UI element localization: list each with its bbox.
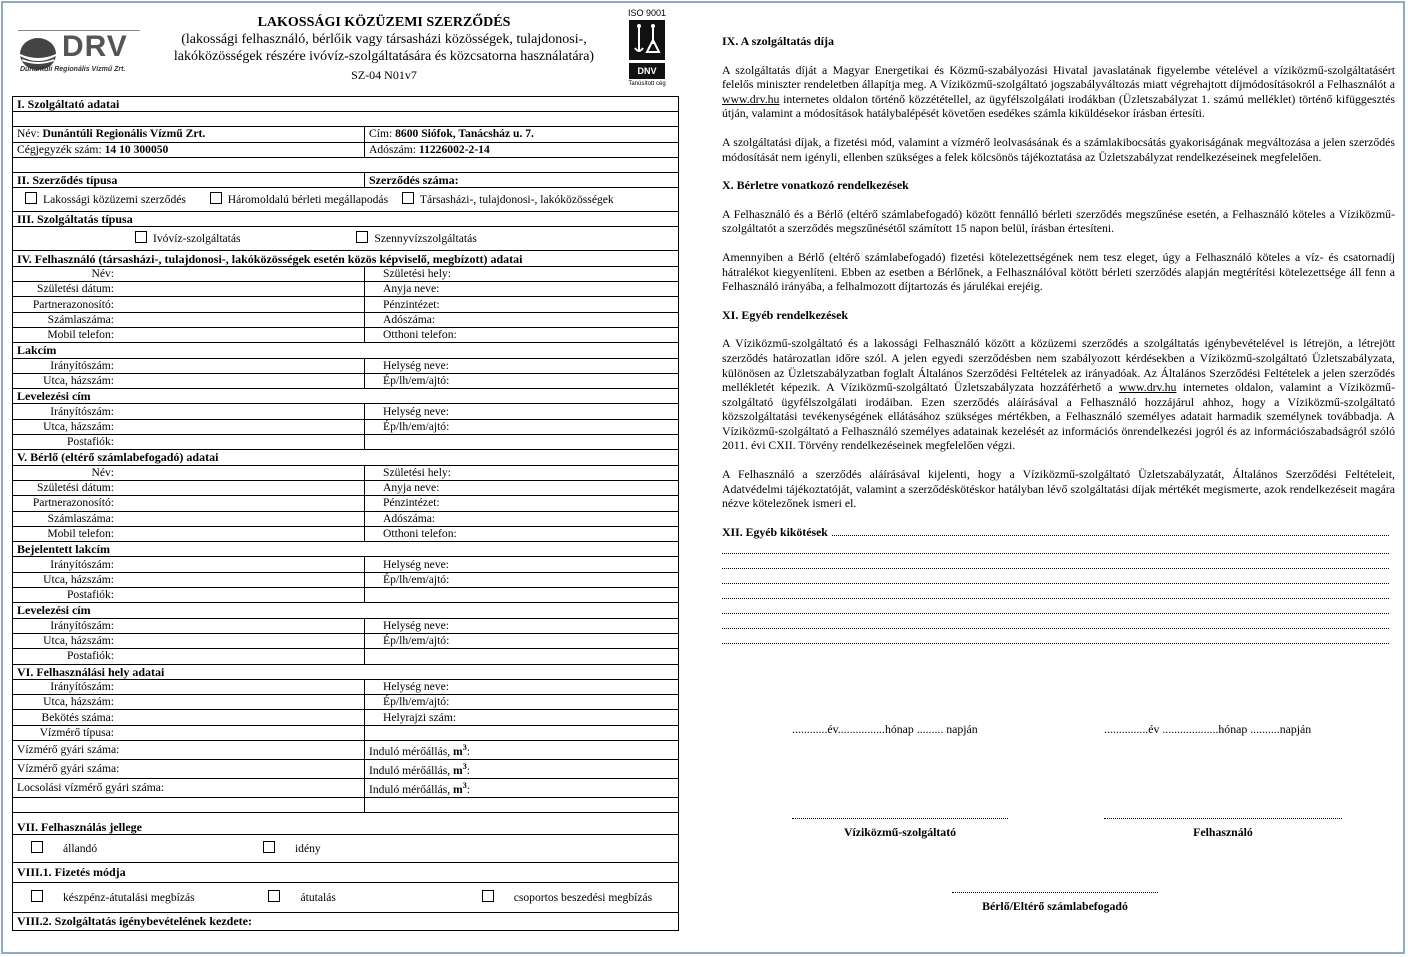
field-label[interactable] (365, 435, 679, 450)
drv-website-link[interactable]: www.drv.hu (722, 91, 780, 106)
drv-logo: DRV Dunántúli Regionális Vízmű Zrt. (18, 26, 143, 78)
field-label[interactable] (365, 725, 679, 740)
field-label[interactable]: Helység neve: (365, 618, 679, 633)
section-12-title: XII. Egyéb kikötések (722, 524, 828, 539)
field-label[interactable]: Otthoni telefon: (365, 327, 679, 342)
provider-registration: Cégjegyzék szám: 14 10 300050 (13, 142, 365, 157)
field-label[interactable]: Utca, házszám: (13, 572, 365, 587)
meter-reading-label[interactable]: Induló mérőállás, $m^3$: (365, 759, 679, 778)
form-code: SZ-04 N01v7 (351, 68, 417, 82)
field-label[interactable]: Irányítószám: (13, 404, 365, 419)
field-label[interactable]: Születési dátum: (13, 282, 365, 297)
section-5-title: V. Bérlő (eltérő számlabefogadó) adatai (13, 450, 679, 465)
usage-permanent-checkbox[interactable] (31, 841, 43, 853)
field-label[interactable] (365, 588, 679, 603)
contract-form-table: I. Szolgáltató adatai Név: Dunántúli Regionális Vízmű Zrt. Cím: 8600 Siófok, Tanácsház u. 7. Cégjegyzék szám: 14 10 300050 Adószám: 11226002-2-14 II. Szerződés típusa Szerződés száma: Lakossági közüzemi szerződés Háromoldalú bérleti megállapodás Társasházi-, tulajdonosi-, lakóközösségek III. Szolgáltatás típusa Ivóvíz-szolgáltatás Szennyvízszolgáltatás IV. Felhasználó (társasházi-, tulajdonosi-, lakóközösségek esetén közös képviselő, megbízott) adatai Név: Születési hely: Születési dátum: Anyja neve: Partnerazonosító: Pénzintézet: Számlaszáma: Adószáma: Mobil telefon: Otthoni telefon: Lakcím Irányítószám: Helység neve: Utca, házszám: Ép/lh/em/ajtó: Levelezési cím Irányítószám: Helység neve: Utca, házszám: Ép/lh/em/ajtó: Postafiók: V. Bérlő (eltérő számlabefogadó) adatai Név: Születési hely: Születési dátum: Anyja neve: Partnerazonosító: Pénzintézet: Számlaszáma: Adószáma: Mobil telefon: Otthoni telefon: Bejelentett lakcím Irányítószám: Helység neve: Utca, házszám: Ép/lh/em/ajtó: Postafiók: Levelezési cím Irányítószám: Helység neve: Utca, házszám: Ép/lh/em/ajtó: Postafiók: VI. Felhasználási hely adatai Irányítószám: Helység neve: Utca, házszám: Ép/lh/em/ajtó: Bekötés száma: Helyrajzi szám: Vízmérő típusa: Vízmérő gyári száma: Induló mérőállás, $m^3$: Vízmérő gyári száma: Induló mérőállás, $m^3$: Locsolási vízmérő gyári száma: Induló mérőállás, $m^3$: VII. Felhasználás jellege állandó idény VIII.1. Fizetés módja készpénz-átutalási megbízás átutalás csoportos beszedési megbízás VIII.2. Szolgáltatás igénybevételének kezdete: (12, 96, 679, 931)
provider-name: Név: Dunántúli Regionális Vízmű Zrt. (13, 127, 365, 142)
section-3-title: III. Szolgáltatás típusa (13, 212, 679, 227)
field-label[interactable]: Mobil telefon: (13, 526, 365, 541)
field-label[interactable]: Adószáma: (365, 511, 679, 526)
payment-transfer-checkbox[interactable] (268, 890, 280, 902)
other-terms-line[interactable] (722, 569, 1389, 584)
field-label[interactable]: Mobil telefon: (13, 327, 365, 342)
section-10-paragraph-1: A Felhasználó és a Bérlő (eltérő számlabefogadó) között fennálló bérleti szerződés megszűnése esetén, a Felhasználó köteles a Víziközmű-szolgáltatót a szerződés megszűnésétől számított 15 napon belül, írásban értesíteni. (722, 206, 1395, 236)
section-8-2-title: VIII.2. Szolgáltatás igénybevételének kezdete: (13, 912, 679, 930)
signature-user[interactable]: Felhasználó (1104, 818, 1342, 840)
contract-type-residential-checkbox[interactable] (25, 192, 37, 204)
field-label[interactable]: Ép/lh/em/ajtó: (365, 572, 679, 587)
section-11-paragraph-1: A Víziközmű-szolgáltató és a lakossági Felhasználó között a közüzemi szerződés a szolgáltatás igénybevételével is létrejön, a létrejött szerződés határozatlan időre szól. A jelen egyedi szerződésben nem szabályozott kérdésekben a Víziközmű-szolgáltató Üzletszabályzata, különösen az Üzletszabályzatban foglalt Általános Szerződési Feltételek az irányadóak. Az Általános Szerződési Feltételek a jelen szerződés mellékletét képezik. A Víziközmű-szolgáltató Üzletszabályzata hozzáférhető a www.drv.hu internetes oldalon, valamint a Víziközmű-szolgáltató ügyfélszolgálati irodáiban. Ezen szerződés aláírásával a Felhasználó hozzájárul ahhoz, hogy a Víziközmű-szolgáltató közszolgáltatási tevékenységének ellátásához szükséges mértékben, a Felhasználó személyes adatait harmadik személynek továbbadja. A Víziközmű-szolgáltató a Felhasználó személyes adatainak kezelését az információs önrendelkezési jogról és az információszabadságról szóló 2011. évi CXII. Törvény rendelkezéseinek megfelelően végzi. (722, 336, 1395, 453)
field-label[interactable]: Vízmérő típusa: (13, 725, 365, 740)
other-terms-line[interactable] (722, 629, 1389, 644)
field-label[interactable]: Anyja neve: (365, 480, 679, 495)
field-label[interactable]: Postafiók: (13, 435, 365, 450)
other-terms-line[interactable] (722, 539, 1389, 554)
section-7-title: VII. Felhasználás jellege (13, 812, 679, 834)
field-label[interactable]: Ép/lh/em/ajtó: (365, 373, 679, 388)
meter-reading-label[interactable]: Induló mérőállás, $m^3$: (365, 740, 679, 759)
section-11-title: XI. Egyéb rendelkezések (722, 307, 849, 322)
signature-tenant[interactable]: Bérlő/Eltérő számlabefogadó (952, 892, 1158, 914)
signature-provider[interactable]: Víziközmű-szolgáltató (792, 818, 1008, 840)
field-label[interactable]: Név: (13, 266, 365, 281)
field-label[interactable]: Helység neve: (365, 557, 679, 572)
contract-type-tripartite-checkbox[interactable] (210, 192, 222, 204)
section-4-title: IV. Felhasználó (társasházi-, tulajdonosi-, lakóközösségek esetén közös képviselő, megbízott) adatai (13, 251, 679, 266)
field-label[interactable]: Pénzintézet: (365, 496, 679, 511)
field-label[interactable]: Ép/lh/em/ajtó: (365, 633, 679, 648)
meter-serial-label[interactable]: Locsolási vízmérő gyári száma: (13, 778, 365, 797)
field-label[interactable]: Irányítószám: (13, 679, 365, 694)
section-11-paragraph-2: A Felhasználó a szerződés aláírásával kijelenti, hogy a Víziközmű-szolgáltató Üzletszabályzatát, Általános Szerződési Feltételeit, Adatvédelmi tájékoztatóját, valamint a szerződéskötéskor hatályban lévő szolgáltatási díjak mértékét megismerte, azok rendelkezéseit magára nézve kötelezőnek ismeri el. (722, 467, 1395, 511)
subsection-title: Bejelentett lakcím (13, 542, 679, 557)
field-label[interactable]: Utca, házszám: (13, 633, 365, 648)
field-label[interactable]: Születési hely: (365, 266, 679, 281)
service-sewage-checkbox[interactable] (356, 231, 368, 243)
other-terms-line[interactable] (722, 599, 1389, 614)
field-label[interactable]: Születési hely: (365, 465, 679, 480)
field-label[interactable]: Név: (13, 465, 365, 480)
other-terms-line[interactable] (722, 614, 1389, 629)
section-9-paragraph-2: A szolgáltatási díjak, a fizetési mód, valamint a vízmérő leolvasásának és a számlakibocsátás gyakoriságának megváltozása a jelen szerződés módosítását nem igényli, ellenben szükséges a felek kölcsönös tájékoztatása az Üzletszabályzat rendelkezéseinek megfelelően. (722, 134, 1395, 164)
field-label[interactable]: Partnerazonosító: (13, 496, 365, 511)
date-line-user[interactable]: ...............év ...................hónap ..........napján (1104, 722, 1312, 736)
payment-postal-checkbox[interactable] (31, 890, 43, 902)
meter-serial-label[interactable]: Vízmérő gyári száma: (13, 759, 365, 778)
payment-direct-debit-checkbox[interactable] (482, 890, 494, 902)
field-label[interactable]: Anyja neve: (365, 282, 679, 297)
form-title: LAKOSSÁGI KÖZÜZEMI SZERZŐDÉS (257, 15, 511, 30)
field-label[interactable]: Utca, házszám: (13, 695, 365, 710)
field-label[interactable] (365, 649, 679, 664)
subsection-title: Levelezési cím (13, 389, 679, 404)
other-terms-line[interactable] (722, 554, 1389, 569)
field-label[interactable]: Utca, házszám: (13, 419, 365, 434)
field-label[interactable]: Helység neve: (365, 404, 679, 419)
date-line-provider[interactable]: ............év................hónap ......... napján (792, 722, 978, 736)
other-terms-line[interactable] (832, 535, 1389, 536)
field-label[interactable]: Pénzintézet: (365, 297, 679, 312)
contract-terms-column (722, 34, 1395, 644)
section-9-paragraph-1: A szolgáltatás díját a Magyar Energetikai és Közmű-szabályozási Hivatal javaslatának figyelembe vételével a víziközmű-szolgáltatásért felelős miniszter rendeletben állapítja meg. A Víziközmű-szolgáltató jogszabályváltozás miatt végrehajtott díjmódosításokról a Felhasználót a www.drv.hu internetes oldalon történő közzététellel, az ügyfélszolgálati irodákban (Üzletszabályzat 1. számú melléklet) történő kifüggesztés útján, valamint a módosítások hatálybalépését követően esedékes számla kiküldésekor írásban értesíti. (722, 62, 1395, 121)
section-10-paragraph-2: Amennyiben a Bérlő (eltérő számlabefogadó) fizetési kötelezettségének nem tesz eleget, úgy a Felhasználó köteles a víz- és csatornadíj hátralékot kiegyenlíteni. Ebben az esetben a Bérlőnek, a Felhasználóval kötött bérleti szerződés alapján megtérítési kötelezettsége áll fenn a Felhasználó irányába, a felhalmozott díjtartozás és járulékai erejéig. (722, 249, 1395, 294)
contract-type-community-checkbox[interactable] (402, 192, 414, 204)
section-2-title: II. Szerződés típusa (13, 172, 365, 187)
section-9-title: IX. A szolgáltatás díja (722, 34, 835, 48)
provider-address: Cím: 8600 Siófok, Tanácsház u. 7. (365, 127, 679, 142)
field-label[interactable]: Bekötés száma: (13, 710, 365, 725)
meter-serial-label[interactable]: Vízmérő gyári száma: (13, 740, 365, 759)
form-header (12, 8, 680, 96)
section-12-header (722, 525, 1395, 540)
section-1-title: I. Szolgáltató adatai (13, 97, 679, 112)
section-6-title: VI. Felhasználási hely adatai (13, 664, 679, 679)
field-label[interactable]: Helység neve: (365, 679, 679, 694)
field-label[interactable]: Postafiók: (13, 588, 365, 603)
usage-seasonal-checkbox[interactable] (263, 841, 275, 853)
subsection-title: Lakcím (13, 343, 679, 358)
drv-website-link-2[interactable]: www.drv.hu (1118, 380, 1177, 395)
field-label[interactable]: Postafiók: (13, 649, 365, 664)
form-title-block: LAKOSSÁGI KÖZÜZEMI SZERZŐDÉS (lakossági felhasználó, bérlőik vagy társasházi közösségek, tulajdonosi-, lakóközösségek részére ivóvíz-szolgáltatására és közcsatorna használatára) SZ-04 N01v7 (144, 14, 624, 84)
form-left-column (12, 8, 680, 931)
certification-emblem-icon (629, 20, 665, 60)
subsection-title: Levelezési cím (13, 603, 679, 618)
field-label[interactable]: Ép/lh/em/ajtó: (365, 695, 679, 710)
iso-certification-logo: ISO 9001 DNV Tanúsított cég (627, 8, 667, 87)
contract-number-field[interactable]: Szerződés száma: (365, 172, 679, 187)
field-label[interactable]: Számlaszáma: (13, 511, 365, 526)
field-label[interactable]: Számlaszáma: (13, 312, 365, 327)
field-label[interactable]: Ép/lh/em/ajtó: (365, 419, 679, 434)
section-8-1-title: VIII.1. Fizetés módja (13, 862, 679, 882)
field-label[interactable]: Helység neve: (365, 358, 679, 373)
field-label[interactable]: Irányítószám: (13, 557, 365, 572)
field-label[interactable]: Irányítószám: (13, 618, 365, 633)
field-label[interactable]: Születési dátum: (13, 480, 365, 495)
meter-reading-label[interactable]: Induló mérőállás, $m^3$: (365, 778, 679, 797)
field-label[interactable]: Partnerazonosító: (13, 297, 365, 312)
other-terms-line[interactable] (722, 584, 1389, 599)
field-label[interactable]: Adószáma: (365, 312, 679, 327)
field-label[interactable]: Utca, házszám: (13, 373, 365, 388)
field-label[interactable]: Otthoni telefon: (365, 526, 679, 541)
field-label[interactable]: Irányítószám: (13, 358, 365, 373)
provider-tax-number: Adószám: 11226002-2-14 (365, 142, 679, 157)
section-10-title: X. Bérletre vonatkozó rendelkezések (722, 178, 909, 193)
service-drinking-water-checkbox[interactable] (135, 231, 147, 243)
field-label[interactable]: Helyrajzi szám: (365, 710, 679, 725)
